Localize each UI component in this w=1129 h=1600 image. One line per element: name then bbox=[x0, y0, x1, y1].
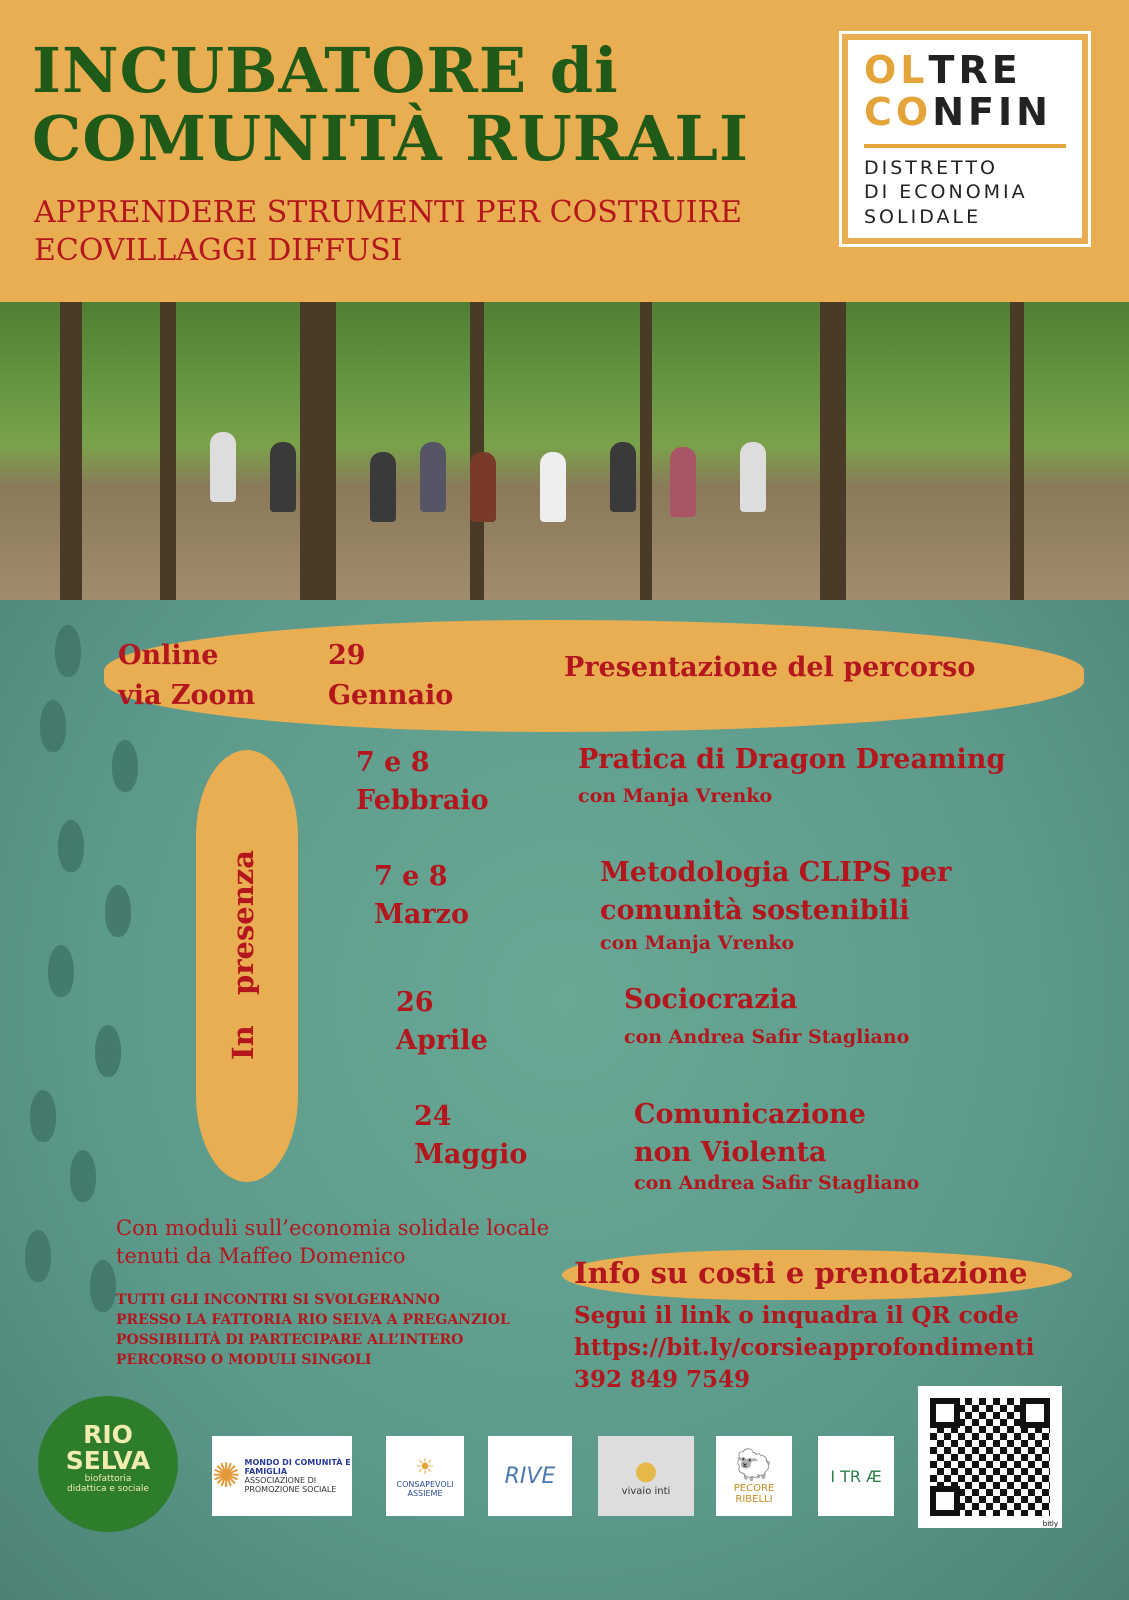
event-date: 24 Maggio bbox=[414, 1101, 528, 1170]
event-teacher: con Manja Vrenko bbox=[578, 785, 773, 807]
event-title: Metodologia CLIPS per comunità sostenibili bbox=[600, 857, 952, 926]
title-line-1: INCUBATORE di bbox=[32, 34, 619, 107]
info-link[interactable]: https://bit.ly/corsieapprofondimenti bbox=[574, 1334, 1035, 1361]
event-teacher: con Andrea Safir Stagliano bbox=[634, 1172, 920, 1194]
info-details: Segui il link o inquadra il QR code https://bit.ly/corsieapprofondimenti 392 849 7549 bbox=[574, 1302, 1035, 1393]
oltreconfin-logo bbox=[842, 34, 1088, 244]
forest-meeting-photo bbox=[0, 302, 1129, 600]
logo-text: TRE bbox=[928, 48, 1022, 92]
event-title: Pratica di Dragon Dreaming bbox=[578, 744, 1006, 775]
subtitle-line-2: ECOVILLAGGI DIFFUSI bbox=[34, 233, 403, 268]
event-title: Comunicazione non Violenta bbox=[634, 1099, 866, 1168]
itrae-logo: I TR Æ bbox=[818, 1436, 894, 1516]
online-mode: Online via Zoom bbox=[118, 640, 256, 711]
event-item: 7 e 8 Febbraio bbox=[356, 747, 489, 816]
info-title: Info su costi e prenotazione bbox=[574, 1256, 1028, 1290]
subtitle-line-1: APPRENDERE STRUMENTI PER COSTRUIRE bbox=[34, 195, 742, 230]
online-date: 29 Gennaio bbox=[328, 640, 454, 711]
online-title: Presentazione del percorso bbox=[564, 652, 976, 683]
logo-text: NFIN bbox=[932, 89, 1052, 134]
rio-selva-logo: RIO SELVA biofattoria didattica e sociale bbox=[38, 1396, 178, 1532]
event-date: 7 e 8 Marzo bbox=[374, 861, 469, 930]
in-presenza-label: In presenza bbox=[226, 849, 260, 1060]
vivaio-inti-logo: ● vivaio inti bbox=[598, 1436, 694, 1516]
mondo-comunita-logo: ✺ MONDO DI COMUNITÀ E FAMIGLIA ASSOCIAZIONE DI PROMOZIONE SOCIALE bbox=[212, 1436, 352, 1516]
qr-code[interactable]: bitly bbox=[918, 1386, 1062, 1528]
consapevoli-assieme-logo: ☀ CONSAPEVOLI ASSIEME bbox=[386, 1436, 464, 1516]
logo-text: CO bbox=[864, 89, 933, 134]
logo-text: OL bbox=[864, 48, 929, 92]
rive-logo: RIVE bbox=[488, 1436, 572, 1516]
modules-note: Con moduli sull’economia solidale locale tenuti da Maffeo Domenico bbox=[116, 1216, 550, 1268]
event-teacher: con Andrea Safir Stagliano bbox=[624, 1026, 910, 1048]
logo-desc: SOLIDALE bbox=[864, 205, 982, 228]
venue-notes: TUTTI GLI INCONTRI SI SVOLGERANNO PRESSO LA FATTORIA RIO SELVA A PREGANZIOL POSSIBILITÀ DI PARTECIPARE ALL’INTERO PERCORSO O MODULI SINGOLI bbox=[116, 1292, 510, 1368]
event-date: 26 Aprile bbox=[396, 987, 488, 1056]
logo-desc: DISTRETTO bbox=[864, 156, 998, 179]
logo-desc: DI ECONOMIA bbox=[864, 181, 1028, 204]
pecore-ribelli-logo: 🐑 PECORE RIBELLI bbox=[716, 1436, 792, 1516]
event-teacher: con Manja Vrenko bbox=[600, 932, 795, 954]
event-title: Sociocrazia bbox=[624, 984, 798, 1015]
title-line-2: COMUNITÀ RURALI bbox=[32, 102, 749, 175]
